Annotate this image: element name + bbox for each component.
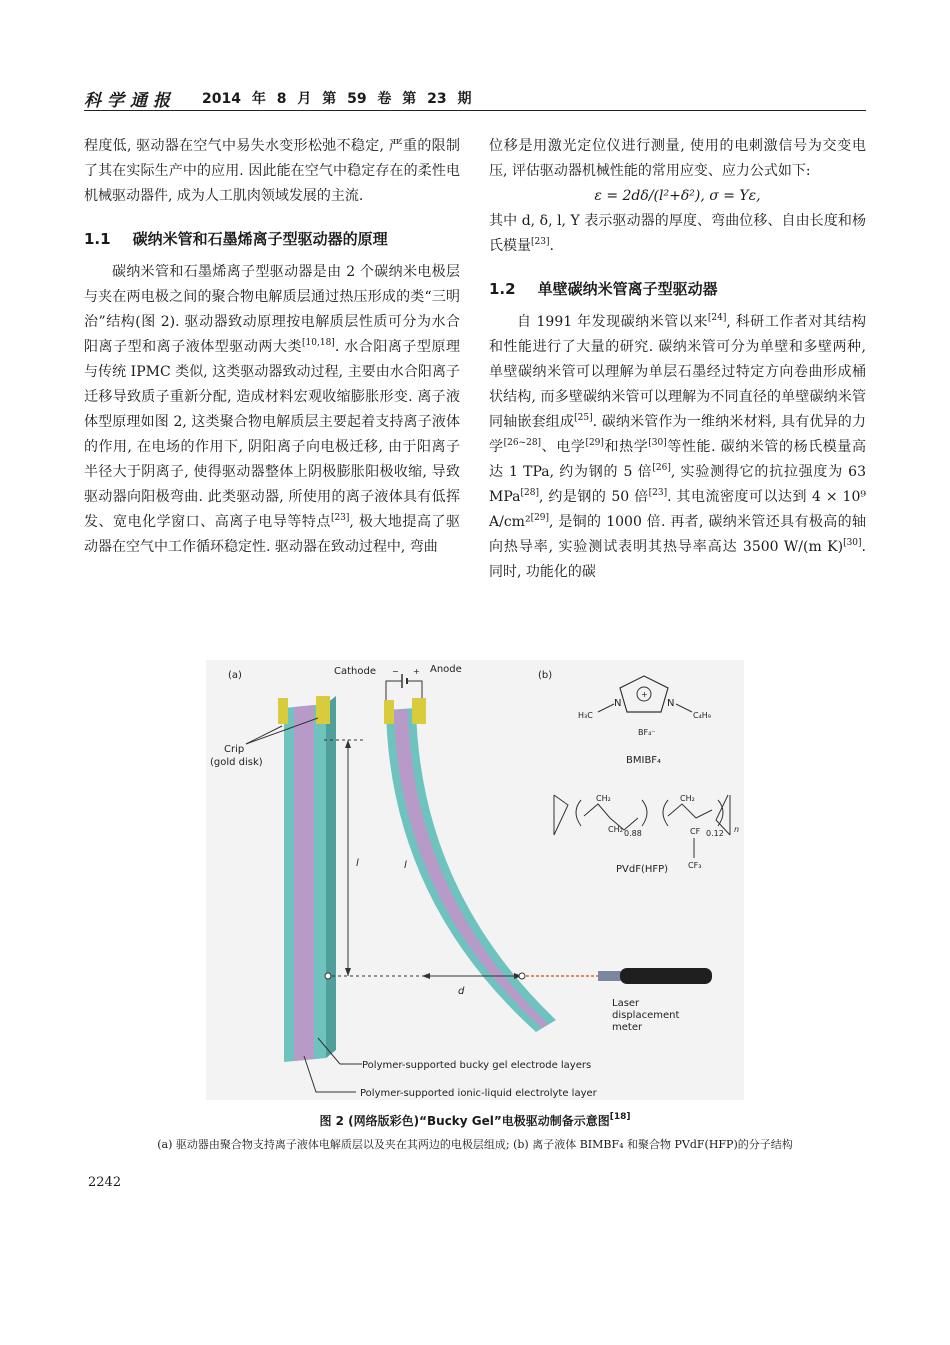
- bracket: [663, 800, 668, 826]
- strain-stress-equation: ε = 2dδ/(l²+δ²), σ = Yε,: [594, 188, 761, 204]
- laser-tip: [598, 971, 622, 981]
- citation: [23]: [330, 513, 350, 523]
- bmibf4-label: BMIBF₄: [626, 755, 662, 766]
- issue-info: 2014 年 8 月 第 59 卷 第 23 期: [202, 91, 472, 107]
- cation-charge: +: [641, 690, 648, 699]
- text-span: , 极大地提高了驱动器在空气中工作循环稳定性. 驱动器在致动过程中, 弯曲: [84, 514, 460, 555]
- measure-point: [519, 973, 525, 979]
- repeat-n: n: [734, 825, 740, 834]
- header-divider: [84, 110, 866, 111]
- citation: [28]: [520, 488, 539, 498]
- electrolyte-layer: [294, 705, 314, 1061]
- bracket: [718, 800, 723, 826]
- section-heading-1-2: [489, 277, 866, 302]
- journal-logo: 科学通报: [84, 91, 176, 111]
- section-number: 1.2: [489, 280, 516, 298]
- crip-label: Crip: [224, 744, 245, 755]
- continued-paragraph: 位移是用激光定位仪进行测量, 使用的电刺激信号为交变电压, 评估驱动器机械性能的常用应变、应力公式如下:: [489, 138, 866, 179]
- length-label: l: [404, 860, 407, 871]
- citation: [26]: [652, 463, 671, 473]
- text-span: 自 1991 年发现碳纳米管以来: [517, 314, 708, 330]
- wire: [407, 681, 422, 698]
- cf3-group: CF₃: [688, 861, 702, 870]
- voltage-source: [334, 664, 462, 700]
- nitrogen-atom: N: [614, 698, 622, 709]
- text-span: 碳纳米管和石墨烯离子型驱动器是由 2 个碳纳米电极层与夹在两电极之间的聚合物电解质层通过热压形成的类“三明治”结构(图 2). 驱动器致动原理按电解质层性质可分为水合阳离子型和离子液体型驱动两大类: [84, 264, 460, 355]
- text-span: 和热学: [603, 439, 649, 455]
- page-number: 2242: [88, 1175, 122, 1190]
- cathode-label: Cathode: [334, 666, 376, 677]
- pvdf-hfp-structure: [554, 794, 739, 875]
- ch2-group: CH₂: [608, 825, 623, 834]
- citation: [24]: [707, 313, 727, 323]
- crip-label-sub: (gold disk): [210, 757, 263, 768]
- arrowhead: [422, 973, 430, 979]
- citation: [23]: [531, 237, 550, 247]
- body-paragraph: [84, 260, 460, 560]
- backbone: [668, 804, 712, 818]
- bent-actuator: [384, 698, 556, 1032]
- measure-point: [325, 973, 331, 979]
- text-span: . 碳纳米管作为一维纳米材料, 具有优异的力学: [489, 414, 866, 455]
- caption-text: 图 2 (网络版彩色)“Bucky Gel”电极驱动制备示意图: [319, 1114, 610, 1128]
- text-span: .: [549, 238, 554, 254]
- mole-fraction: 0.88: [624, 829, 642, 838]
- text-span: . 水合阳离子型原理与传统 IPMC 类似, 这类驱动器致动过程, 主要由水合阳离子迁移导致质子重新分配, 造成材料宏观收缩膨胀形变. 离子液体型原理如图 2, 这类聚合物电解质层主要起着支持离子液体的作用, 在电场的作用下, 阴阳离子向电极迁移, 由于阳离子半径大于阴离子, 使得驱动器整体上阴极膨胀阳极收缩, 导致驱动器向阳极弯曲. 此类驱动器, 所使用的离子液体具有低挥发、宽电化学窗口、高离子电导等特点: [84, 339, 461, 530]
- variable-definition: [489, 209, 866, 259]
- citation: [29]: [585, 438, 604, 448]
- text-span: 其中 d, δ, l, Y 表示驱动器的厚度、弯曲位移、自由长度和杨氏模量: [489, 213, 866, 254]
- citation: [26~28]: [503, 438, 542, 448]
- straight-actuator: [278, 696, 336, 1062]
- panel-b-label: (b): [538, 670, 553, 681]
- plus-sign: +: [413, 667, 420, 676]
- electrode-layer: [386, 708, 556, 1032]
- butyl-group: C₄H₉: [693, 711, 712, 720]
- left-column: [84, 134, 460, 560]
- anion: BF₄⁻: [638, 728, 656, 737]
- crip-pointer: [246, 726, 282, 744]
- citation: [30]: [843, 538, 862, 548]
- minus-sign: −: [392, 667, 399, 676]
- ch2-group: CH₂: [596, 794, 611, 803]
- text-span: . 同时, 功能化的碳: [489, 539, 866, 580]
- bracket: [554, 795, 568, 835]
- mole-fraction: 0.12: [706, 829, 724, 838]
- pvdf-label: PVdF(HFP): [616, 864, 669, 875]
- citation: [29]: [530, 513, 550, 523]
- gold-clip-left: [384, 700, 394, 724]
- bracket: [576, 800, 581, 826]
- laser-label: displacement: [612, 1010, 680, 1021]
- figure-illustration: [206, 660, 744, 1100]
- actuator-side: [326, 696, 336, 1058]
- body-paragraph: [489, 310, 866, 585]
- section-number: 1.1: [84, 230, 111, 248]
- length-label: l: [356, 858, 359, 869]
- laser-label: meter: [612, 1022, 643, 1033]
- displacement-label: d: [458, 986, 465, 997]
- section-title: 碳纳米管和石墨烯离子型驱动器的原理: [132, 230, 388, 248]
- text-span: , 约是钢的 50 倍: [538, 489, 649, 505]
- wire: [386, 681, 402, 700]
- right-column: [489, 134, 866, 585]
- bracket: [642, 800, 647, 826]
- nitrogen-atom: N: [667, 698, 675, 709]
- electrolyte-layer-label: Polymer-supported ionic-liquid electrolyte layer: [360, 1088, 597, 1099]
- continued-paragraph: 程度低, 驱动器在空气中易失水变形松弛不稳定, 严重的限制了其在实际生产中的应用. 因此能在空气中稳定存在的柔性电机械驱动器件, 成为人工肌肉领域发展的主流.: [84, 138, 460, 204]
- methyl-group: H₃C: [578, 711, 593, 720]
- citation: [10,18]: [302, 338, 335, 348]
- electrode-layer-label: Polymer-supported bucky gel electrode layers: [362, 1060, 592, 1071]
- laser-label: Laser: [612, 998, 640, 1009]
- laser-meter-body: [620, 968, 712, 984]
- gold-clip-right: [412, 698, 426, 724]
- text-span: , 实验测得它的抗拉强度为 63 MPa: [489, 464, 866, 505]
- section-heading-1-1: [84, 227, 460, 252]
- text-span: , 科研工作者对其结构和性能进行了大量的研究. 碳纳米管可分为单壁和多壁两种, 单壁碳纳米管可以理解为单层石墨经过特定方向卷曲形成桶状结构, 而多壁碳纳米管可以理解为不同直径的单壁碳纳米管同轴嵌套组成: [489, 314, 866, 430]
- figure-caption-title: [84, 1112, 866, 1129]
- journal-header: [84, 84, 866, 110]
- arrowhead: [345, 740, 351, 748]
- gold-clip-left: [278, 698, 288, 724]
- text-span: 、电学: [541, 439, 586, 455]
- bond: [676, 704, 692, 712]
- citation: [18]: [609, 1112, 631, 1122]
- bond: [598, 704, 614, 712]
- figure-caption-note: (a) 驱动器由聚合物支持离子液体电解质层以及夹在其两边的电极层组成; (b) 离子液体 BIMBF₄ 和聚合物 PVdF(HFP)的分子结构: [157, 1138, 793, 1151]
- text-span: 等性能. 碳纳米管的杨氏模量高达 1 TPa, 约为钢的 5 倍: [489, 439, 866, 480]
- section-title: 单壁碳纳米管离子型驱动器: [537, 280, 718, 298]
- bmibf4-structure: [578, 676, 711, 766]
- citation: [30]: [648, 438, 667, 448]
- gold-clip-right: [316, 696, 330, 724]
- figure-2: [206, 660, 744, 1100]
- arrowhead: [345, 968, 351, 976]
- ch2-group: CH₂: [680, 794, 695, 803]
- citation: [23]: [648, 488, 668, 498]
- anode-label: Anode: [430, 664, 462, 675]
- text-span: . 其电流密度可以达到 4 × 10⁹ A/cm²: [489, 489, 866, 530]
- text-span: , 是铜的 1000 倍. 再者, 碳纳米管还具有极高的轴向热导率, 实验测试表明其热导率高达 3500 W/(m K): [489, 514, 866, 555]
- cf-group: CF: [690, 827, 701, 836]
- panel-a-label: (a): [228, 670, 242, 681]
- citation: [25]: [574, 413, 593, 423]
- leader-line: [304, 1056, 356, 1092]
